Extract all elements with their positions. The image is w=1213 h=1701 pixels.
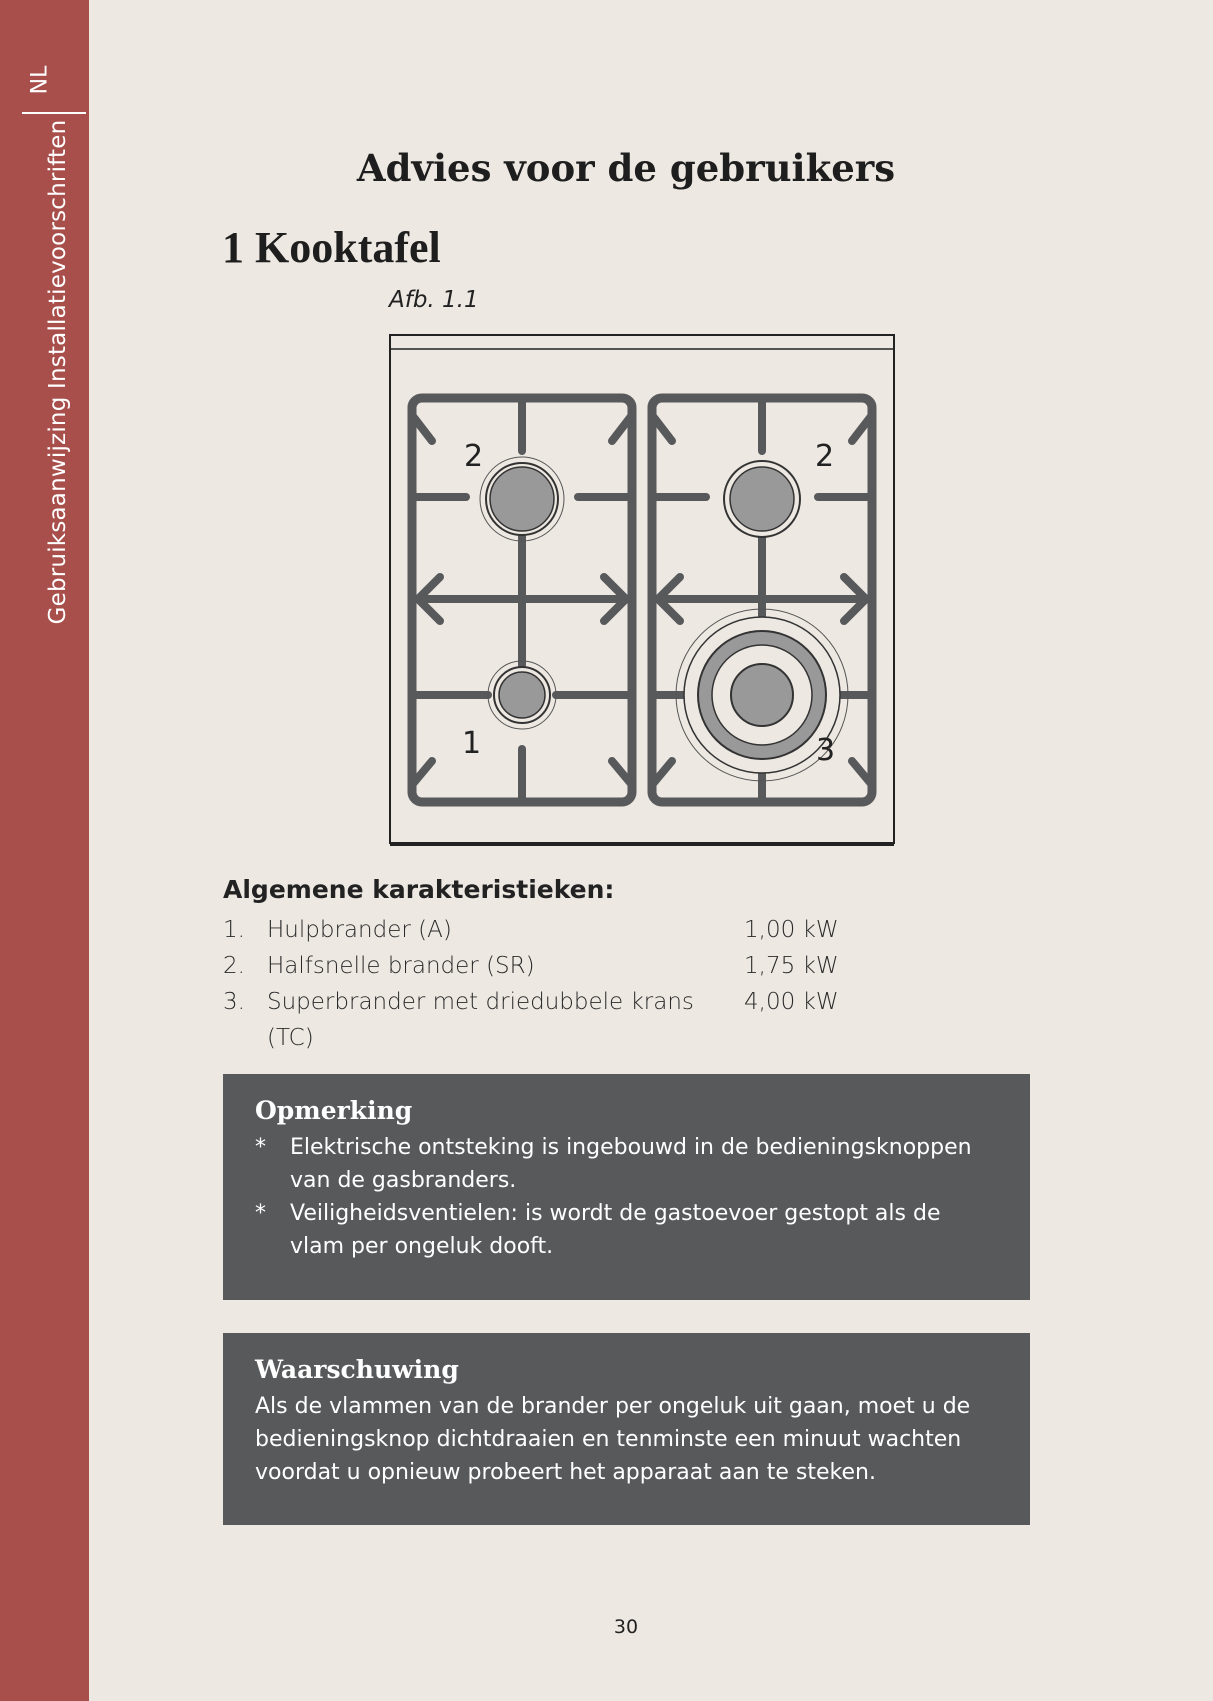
sidebar-title: Gebruiksaanwijzing Installatievoorschriften [45,119,71,625]
burner-label: 1 [462,726,482,761]
language-label: NL [27,65,53,95]
warning-box [223,1333,1030,1525]
note-item [255,1197,998,1263]
burner-top-right [724,461,800,537]
spec-value: 4,00 kW [744,989,839,1015]
specs-heading: Algemene karakteristieken: [223,875,615,904]
spec-row [223,984,863,1051]
note-heading: Opmerking [255,1096,413,1125]
spec-value: 1,00 kW [744,917,839,943]
sidebar-divider [22,112,86,114]
note-box [223,1074,1030,1300]
section-title: 1 Kooktafel [222,223,441,272]
spec-number: 2. [223,953,245,979]
note-text: Elektrische ontsteking is ingebouwd in de bedieningsknoppen van de gasbranders. [290,1135,972,1193]
sidebar [0,0,89,1701]
spec-label: Halfsnelle brander (SR) [267,953,535,979]
spec-label: Superbrander met driedubbele krans (TC) [267,989,694,1051]
page-title: Advies voor de gebruikers [356,146,896,190]
spec-row [223,948,863,984]
note-bullet: * [255,1135,266,1160]
spec-row [223,912,863,948]
note-text: Veiligheidsventielen: is wordt de gastoevoer gestopt als de vlam per ongeluk dooft. [290,1201,941,1259]
figure-caption: Afb. 1.1 [389,287,479,313]
note-item [255,1131,998,1197]
cooktop-body [390,335,894,845]
page-number: 30 [613,1616,639,1638]
warning-text: Als de vlammen van de brander per ongeluk uit gaan, moet u de bedieningsknop dichtdraaien en tenminste een minuut wachten voordat u opnieuw probeert het apparaat aan te steken. [255,1394,971,1485]
spec-label: Hulpbrander (A) [267,917,452,943]
warning-heading: Waarschuwing [255,1355,459,1384]
note-bullet: * [255,1201,266,1226]
burner-label: 3 [816,733,836,768]
specs-section [223,875,863,1051]
burner-label: 2 [464,439,484,474]
burner-bottom-left [488,661,556,729]
burner-top-left [480,457,564,541]
spec-value: 1,75 kW [744,953,839,979]
spec-number: 1. [223,917,245,943]
cooktop-illustration [388,333,898,847]
burner-label: 2 [815,439,835,474]
spec-number: 3. [223,989,245,1015]
